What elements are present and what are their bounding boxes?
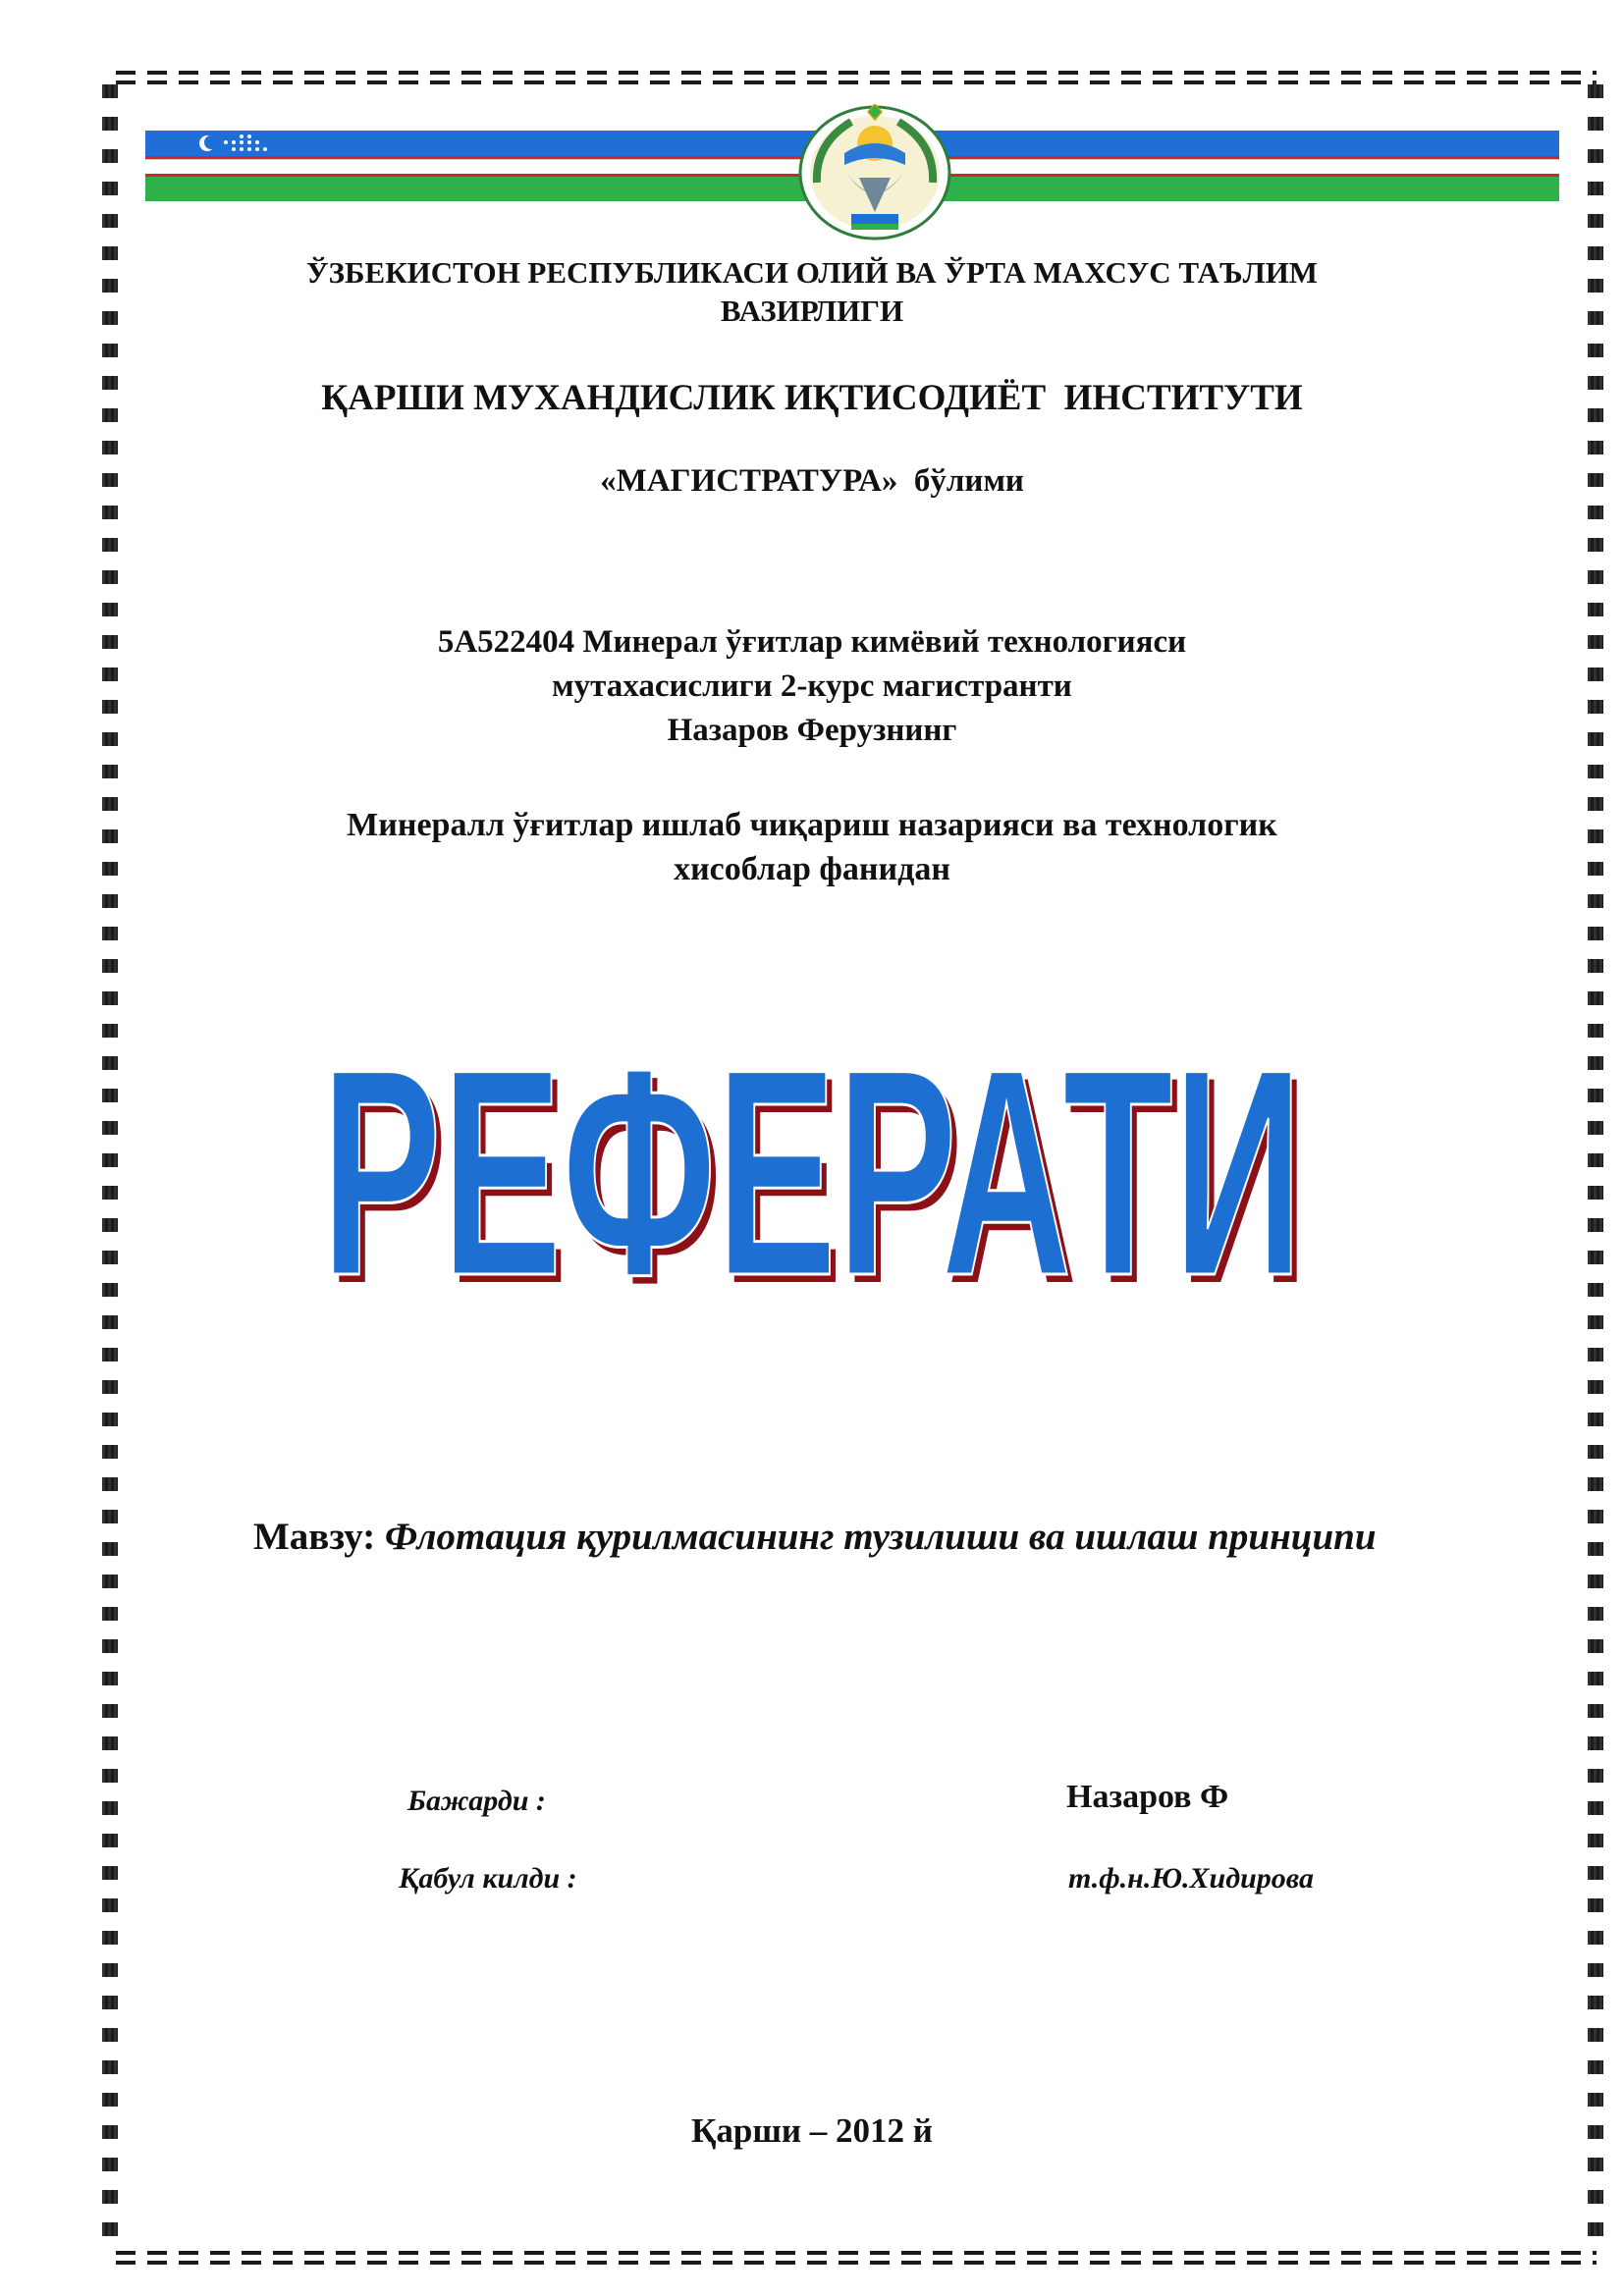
title-wordart xyxy=(272,989,1352,1313)
subject-line-1: Минералл ўғитлар ишлаб чиқариш назарияси ва технологик xyxy=(347,807,1277,843)
topic-title: Флотация қурилмасининг тузилиши ва ишлаш принципи xyxy=(384,1516,1377,1558)
ministry-line-2: ВАЗИРЛИГИ xyxy=(720,294,904,328)
student-line-2: мутахасислиги 2-курс магистранти xyxy=(552,668,1072,704)
page-border-top xyxy=(116,71,1597,75)
title-text: РЕФЕРАТИ xyxy=(321,1007,1303,1313)
accepted-label: Қабул килди : xyxy=(399,1862,577,1895)
city-year-footer: Қарши – 2012 й xyxy=(691,2111,933,2150)
institute-name: ҚАРШИ МУХАНДИСЛИК ИҚТИСОДИЁТ ИНСТИТУТИ xyxy=(321,378,1303,418)
page-border-bottom xyxy=(116,2251,1597,2255)
ministry-line-1: ЎЗБЕКИСТОН РЕСПУБЛИКАСИ ОЛИЙ ВА ЎРТА МАХСУС ТАЪЛИМ xyxy=(305,255,1319,290)
ministry-heading xyxy=(0,253,1624,330)
student-line-1: 5A522404 Минерал ўғитлар кимёвий технологияси xyxy=(437,624,1187,660)
topic-label: Мавзу: xyxy=(253,1516,376,1558)
student-line-3: Назаров Ферузнинг xyxy=(667,713,957,748)
subject-line-2: хисоблар фанидан xyxy=(674,851,950,887)
crescent-stars-icon xyxy=(196,133,304,154)
document-title xyxy=(0,989,1624,1318)
topic-line xyxy=(253,1515,1377,1559)
done-label: Бажарди : xyxy=(407,1785,546,1817)
subject-info xyxy=(0,803,1624,891)
accepted-value: т.ф.н.Ю.Хидирова xyxy=(1068,1862,1314,1895)
student-info xyxy=(0,620,1624,753)
done-value: Назаров Ф xyxy=(1066,1779,1229,1815)
department-name: «МАГИСТРАТУРА» бўлими xyxy=(600,463,1024,499)
state-emblem-icon xyxy=(797,104,952,241)
title-shadow: РЕФЕРАТИ xyxy=(327,1015,1309,1313)
